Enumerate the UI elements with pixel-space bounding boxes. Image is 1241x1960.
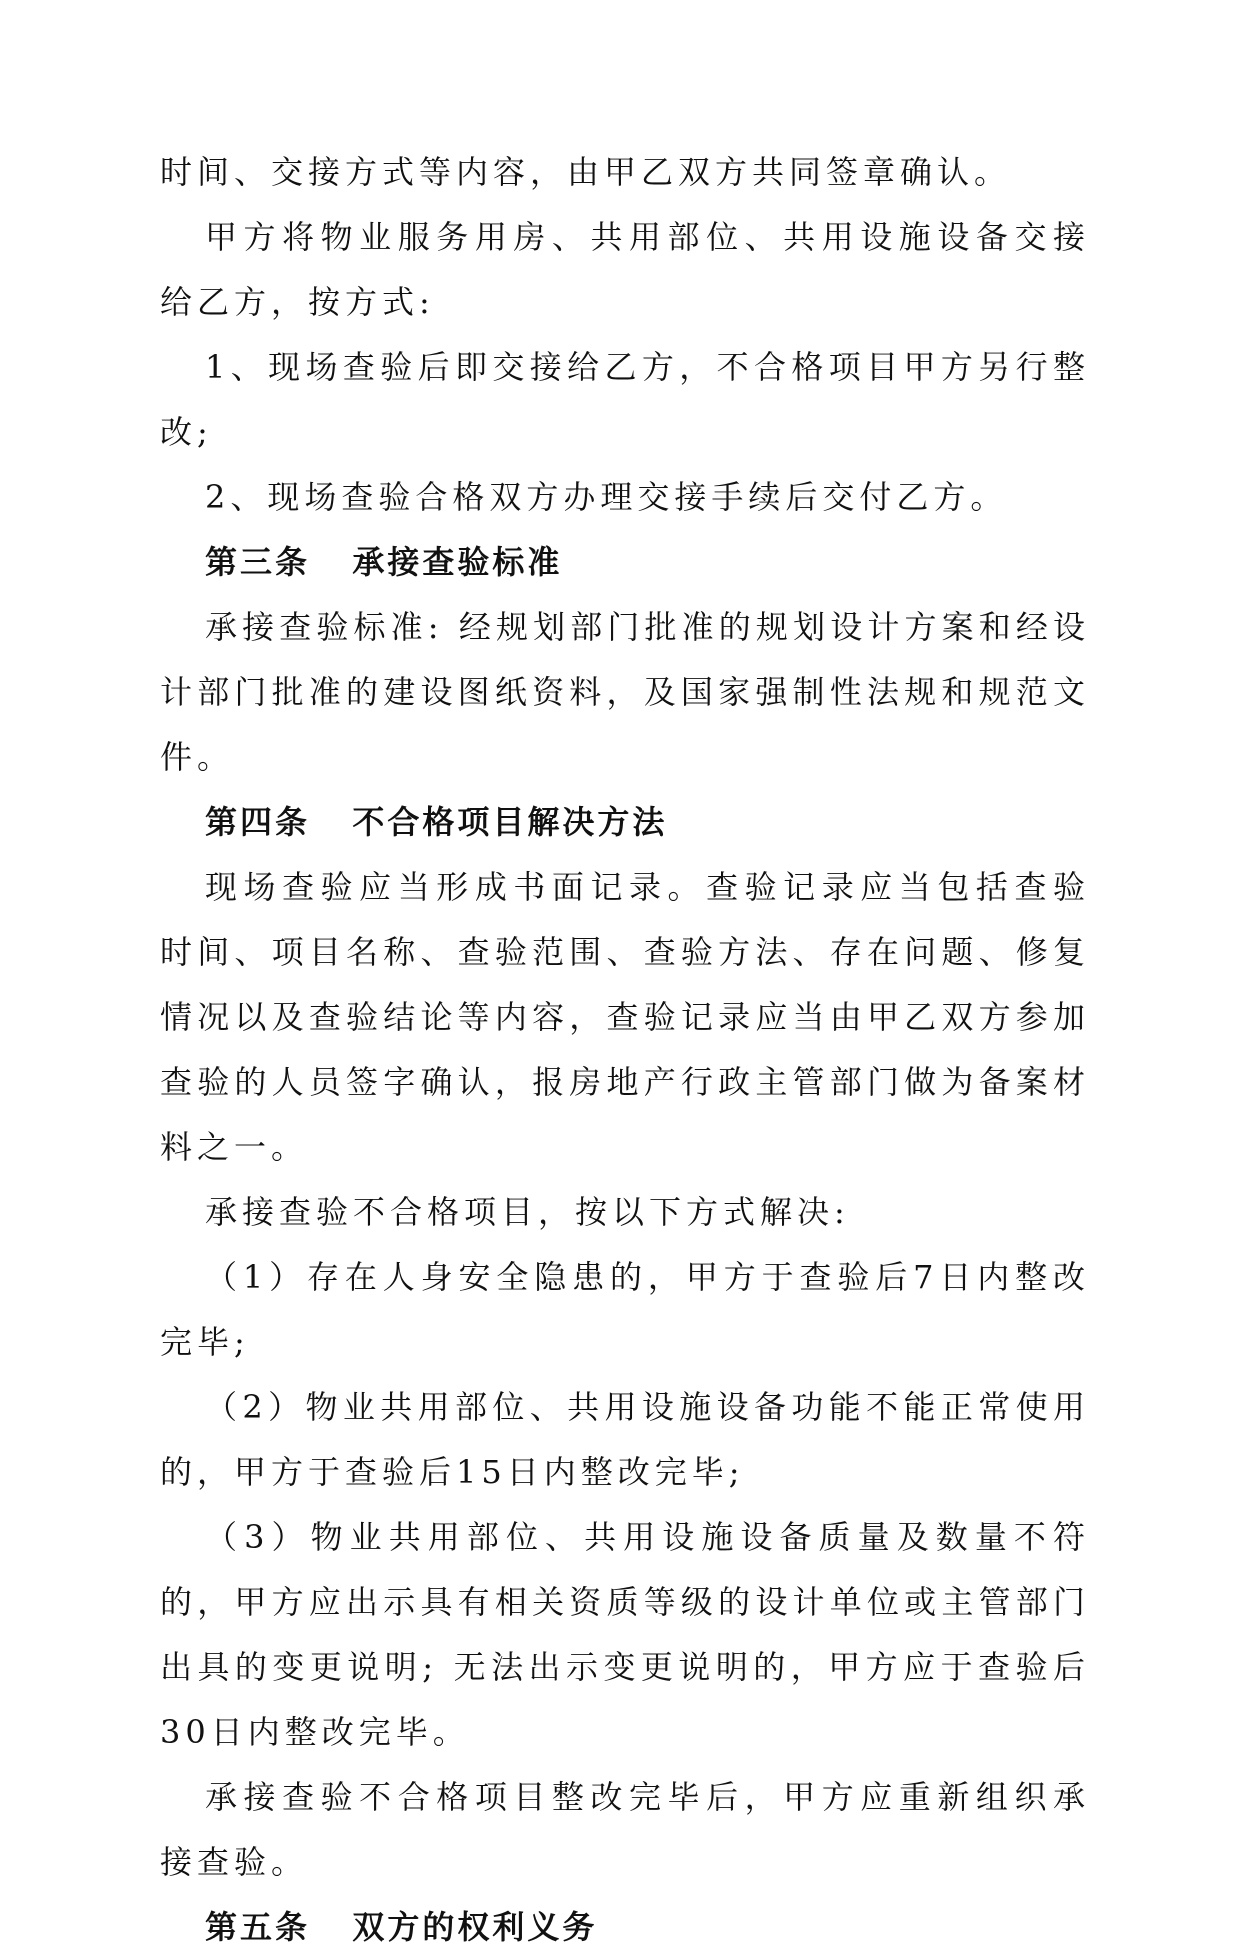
document-page [160, 140, 1090, 1960]
list-item-resolution-3: （3）物业共用部位、共用设施设备质量及数量不符的，甲方应出示具有相关资质等级的设计单位或主管部门出具的变更说明; 无法出示变更说明的，甲方应于查验后30日内整改完毕。 [160, 1518, 1090, 1751]
paragraph-inspection-standard: 承接查验标准: 经规划部门批准的规划设计方案和经设计部门批准的建设图纸资料，及国家强制性法规和规范文件。 [160, 608, 1090, 776]
list-item-option-1: 1、现场查验后即交接给乙方，不合格项目甲方另行整改; [160, 348, 1090, 451]
list-item-option-2: 2、现场查验合格双方办理交接手续后交付乙方。 [205, 478, 1008, 516]
article-4-heading: 第四条 不合格项目解决方法 [205, 803, 668, 841]
article-3-heading: 第三条 承接查验标准 [205, 543, 563, 581]
paragraph-resolution-intro: 承接查验不合格项目，按以下方式解决: [205, 1193, 850, 1231]
paragraph-continuation: 时间、交接方式等内容，由甲乙双方共同签章确认。 [160, 153, 1012, 191]
article-5-heading: 第五条 双方的权利义务 [205, 1908, 598, 1946]
paragraph-handover: 甲方将物业服务用房、共用部位、共用设施设备交接给乙方，按方式: [160, 218, 1090, 321]
list-item-resolution-1: （1）存在人身安全隐患的，甲方于查验后7日内整改完毕; [160, 1258, 1090, 1361]
paragraph-reinspection: 承接查验不合格项目整改完毕后，甲方应重新组织承接查验。 [160, 1778, 1090, 1881]
list-item-resolution-2: （2）物业共用部位、共用设施设备功能不能正常使用的，甲方于查验后15日内整改完毕; [160, 1388, 1090, 1491]
paragraph-inspection-record: 现场查验应当形成书面记录。查验记录应当包括查验时间、项目名称、查验范围、查验方法、存在问题、修复情况以及查验结论等内容，查验记录应当由甲乙双方参加查验的人员签字确认，报房地产行政主管部门做为备案材料之一。 [160, 868, 1090, 1166]
